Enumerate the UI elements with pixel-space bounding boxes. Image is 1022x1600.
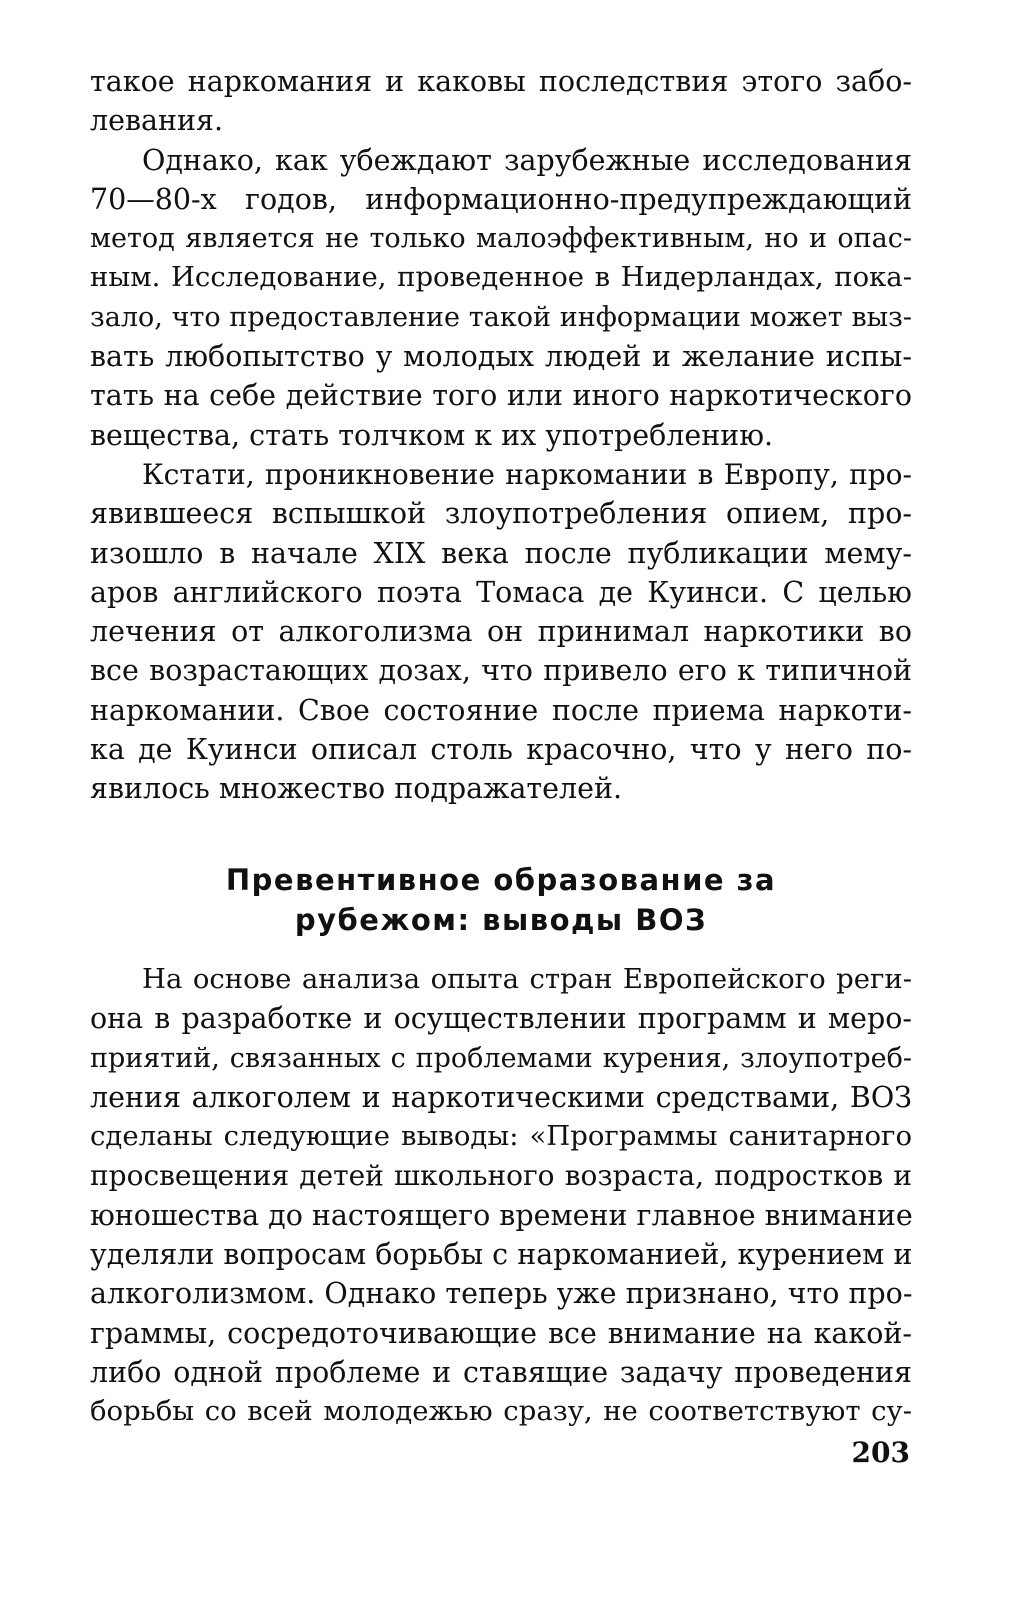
paragraph-continuation xyxy=(90,62,912,141)
text-line: вещества, стать толчком к их употреблению. xyxy=(90,418,774,452)
text-line: явилось множество подражателей. xyxy=(90,772,623,806)
text-line: уделяли вопросам борьбы с наркоманией, курением и xyxy=(90,1238,913,1272)
heading-line: Превентивное образование за xyxy=(225,863,777,897)
text-line: лечения от алкоголизма он принимал наркотики во xyxy=(90,615,912,649)
text-line: алкоголизмом. Однако теперь уже признано, что про- xyxy=(90,1277,913,1311)
text-line: такое наркомания и каковы последствия этого забо- xyxy=(90,65,912,98)
text-line: борьбы со всей молодежью сразу, не соответствуют су- xyxy=(90,1395,912,1428)
text-line: ным. Исследование, проведенное в Нидерландах, пока- xyxy=(90,261,912,294)
text-line: приятий, связанных с проблемами курения, злоупотреб- xyxy=(90,1042,912,1074)
text-line: юношества до настоящего времени главное внимание xyxy=(90,1198,913,1232)
text-line: либо одной проблеме и ставящие задачу проведения xyxy=(90,1355,912,1389)
text-line: просвещения детей школьного возраста, подростков и xyxy=(90,1159,912,1193)
text-line: изошло в начале XIX века после публикации мему- xyxy=(90,536,912,570)
text-line: явившееся вспышкой злоупотребления опием, про- xyxy=(90,497,912,531)
text-line: Кстати, проникновение наркомании в Европу, про- xyxy=(142,457,912,491)
text-line: аров английского поэта Томаса де Куинси. С целью xyxy=(90,575,912,609)
text-line: 70—80-х годов, информационно-предупреждающий xyxy=(90,182,912,216)
text-line: наркомании. Свое состояние после приема наркоти- xyxy=(90,693,912,727)
text-line: сделаны следующие выводы: «Программы санитарного xyxy=(90,1120,912,1153)
text-line: ка де Куинси описал столь красочно, что у него по- xyxy=(90,733,912,767)
page-number: 203 xyxy=(851,1436,910,1469)
paragraph-who-conclusions xyxy=(90,960,912,1432)
text-line: граммы, сосредоточивающие все внимание на какой- xyxy=(90,1316,912,1350)
text-line: все возрастающих дозах, что привело его к типичной xyxy=(90,654,912,688)
text-line: вать любопытство у молодых людей и желание испы- xyxy=(90,340,912,374)
text-line: ления алкоголем и наркотическими средствами, ВОЗ xyxy=(90,1080,912,1114)
text-line: она в разработке и осуществлении программ и меро- xyxy=(90,1002,912,1036)
body-text-upper xyxy=(90,62,912,809)
section-heading xyxy=(90,860,912,940)
text-line: На основе анализа опыта стран Европейского реги- xyxy=(142,963,912,995)
text-line: Однако, как убеждают зарубежные исследования xyxy=(142,143,912,177)
paragraph-de-quincey xyxy=(90,455,912,809)
text-line: тать на себе действие того или иного наркотического xyxy=(90,379,912,413)
text-line: левания. xyxy=(90,104,224,138)
text-line: зало, что предоставление такой информации может выз- xyxy=(90,301,912,333)
text-line: метод является не только малоэффективным, но и опас- xyxy=(90,223,912,255)
heading-line: рубежом: выводы ВОЗ xyxy=(294,903,708,937)
paragraph-netherlands-study xyxy=(90,141,912,455)
